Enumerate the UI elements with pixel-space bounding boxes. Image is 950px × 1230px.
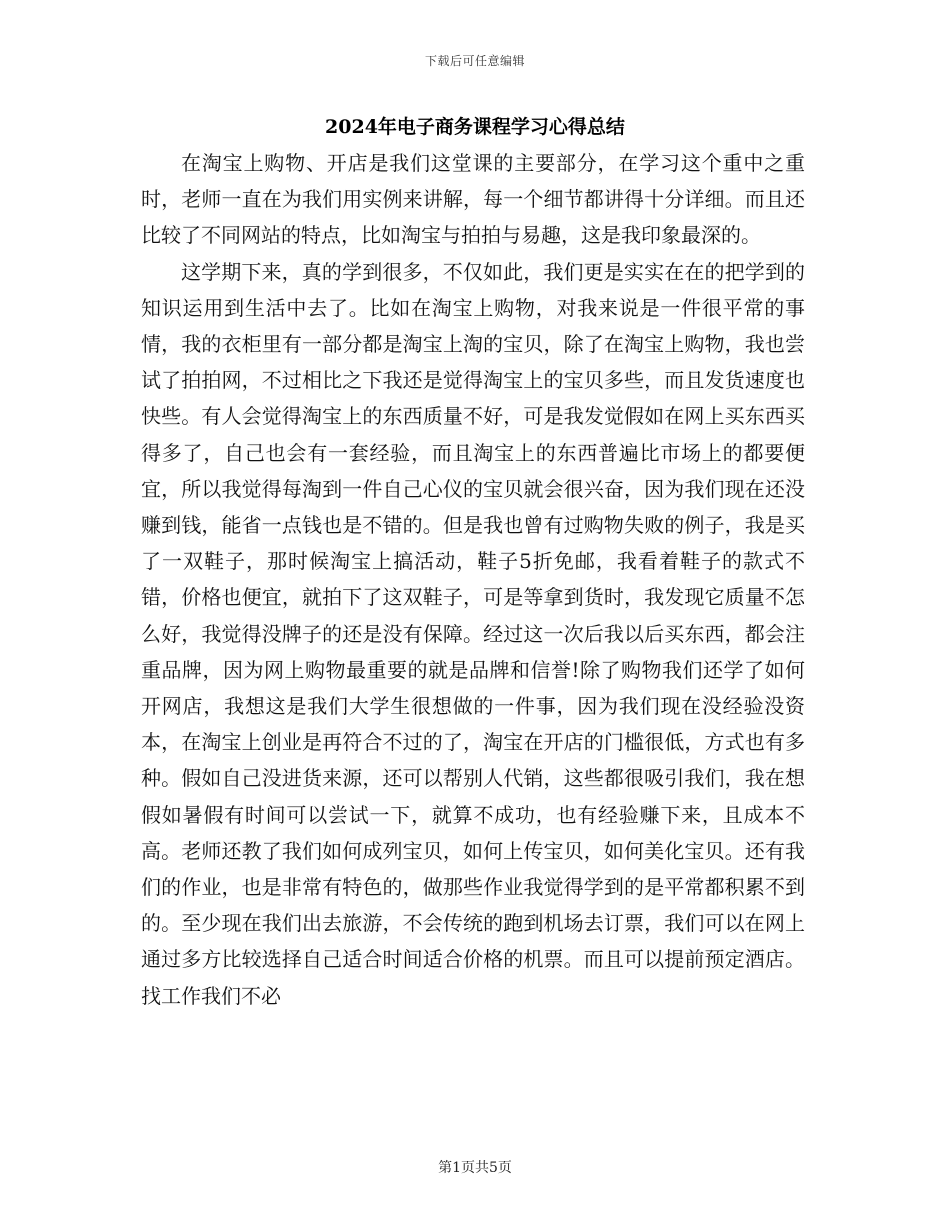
page-number: 第1页共5页 — [438, 1160, 512, 1176]
paragraph: 在淘宝上购物、开店是我们这堂课的主要部分，在学习这个重中之重时，老师一直在为我们用实例来讲解，每一个细节都讲得十分详细。而且还比较了不同网站的特点，比如淘宝与拍拍与易趣，这是我印象最深的。 — [141, 151, 805, 248]
document-body — [141, 145, 805, 1014]
document-title: 2024年电子商务课程学习心得总结 — [325, 116, 625, 138]
page-header: 下载后可任意编辑 — [424, 54, 525, 68]
paragraph: 这学期下来，真的学到很多，不仅如此，我们更是实实在在的把学到的知识运用到生活中去了。比如在淘宝上购物，对我来说是一件很平常的事情，我的衣柜里有一部分都是淘宝上淘的宝贝，除了在淘宝上购物，我也尝试了拍拍网，不过相比之下我还是觉得淘宝上的宝贝多些，而且发货速度也快些。有人会觉得淘宝上的东西质量不好，可是我发觉假如在网上买东西买得多了，自己也会有一套经验，而且淘宝上的东西普遍比市场上的都要便宜，所以我觉得每淘到一件自己心仪的宝贝就会很兴奋，因为我们现在还没赚到钱，能省一点钱也是不错的。但是我也曾有过购物失败的例子，我是买了一双鞋子，那时候淘宝上搞活动，鞋子5折免邮，我看着鞋子的款式不错，价格也便宜，就拍下了这双鞋子，可是等拿到货时，我发现它质量不怎么好，我觉得没牌子的还是没有保障。经过这一次后我以后买东西，都会注重品牌，因为网上购物最重要的就是品牌和信誉!除了购物我们还学了如何开网店，我想这是我们大学生很想做的一件事，因为我们现在没经验没资本，在淘宝上创业是再符合不过的了，淘宝在开店的门槛很低，方式也有多种。假如自己没进货来源，还可以帮别人代销，这些都很吸引我们，我在想假如暑假有时间可以尝试一下，就算不成功，也有经验赚下来，且成本不高。老师还教了我们如何成列宝贝，如何上传宝贝，如何美化宝贝。还有我们的作业，也是非常有特色的，做那些作业我觉得学到的是平常都积累不到的。至少现在我们出去旅游，不会传统的跑到机场去订票，我们可以在网上通过多方比较选择自己适合时间适合价格的机票。而且可以提前预定酒店。找工作我们不必 — [141, 259, 805, 1008]
